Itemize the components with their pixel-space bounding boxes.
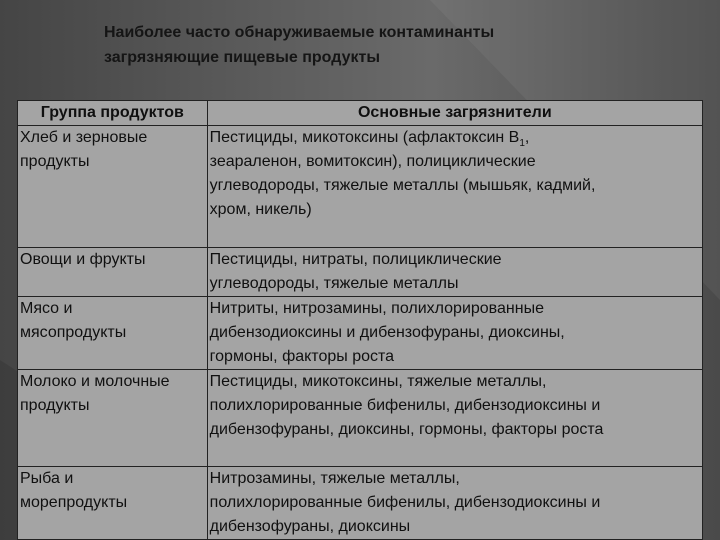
title-line-1: Наиболее часто обнаруживаемые контаминанты: [104, 24, 495, 41]
column-header-product-group: Группа продуктов: [18, 101, 208, 126]
contaminants-table: [17, 100, 703, 540]
contaminants-cell: Пестициды, микотоксины, тяжелые металлы, полихлорированные бифенилы, дибензодиоксины и дибензофураны, диоксины, гормоны, факторы роста: [207, 370, 702, 467]
product-group-cell: Хлеб и зерновые продукты: [18, 126, 208, 248]
table-header-row: [18, 101, 703, 126]
product-group-cell: Мясо и мясопродукты: [18, 297, 208, 370]
contaminants-cell: Нитрозамины, тяжелые металлы, полихлорированные бифенилы, дибензодиоксины и дибензофураны, диоксины: [207, 467, 702, 540]
contaminants-cell: Пестициды, микотоксины (афлактоксин $В_1$, зеараленон, вомитоксин), полициклические углеводороды, тяжелые металлы (мышьяк, кадмий, хром, никель): [207, 126, 702, 248]
table-row: [18, 297, 703, 370]
product-group-cell: Рыба и морепродукты: [18, 467, 208, 540]
table-row: [18, 126, 703, 248]
contaminants-cell: Пестициды, нитраты, полициклические углеводороды, тяжелые металлы: [207, 248, 702, 297]
table-row: [18, 370, 703, 467]
table-row: [18, 467, 703, 540]
slide-title: [104, 20, 664, 70]
title-line-2: загрязняющие пищевые продукты: [104, 49, 380, 66]
product-group-cell: Молоко и молочные продукты: [18, 370, 208, 467]
product-group-cell: Овощи и фрукты: [18, 248, 208, 297]
column-header-contaminants: Основные загрязнители: [207, 101, 702, 126]
contaminants-cell: Нитриты, нитрозамины, полихлорированные дибензодиоксины и дибензофураны, диоксины, гормоны, факторы роста: [207, 297, 702, 370]
subscript: 1: [519, 138, 525, 150]
table-row: [18, 248, 703, 297]
